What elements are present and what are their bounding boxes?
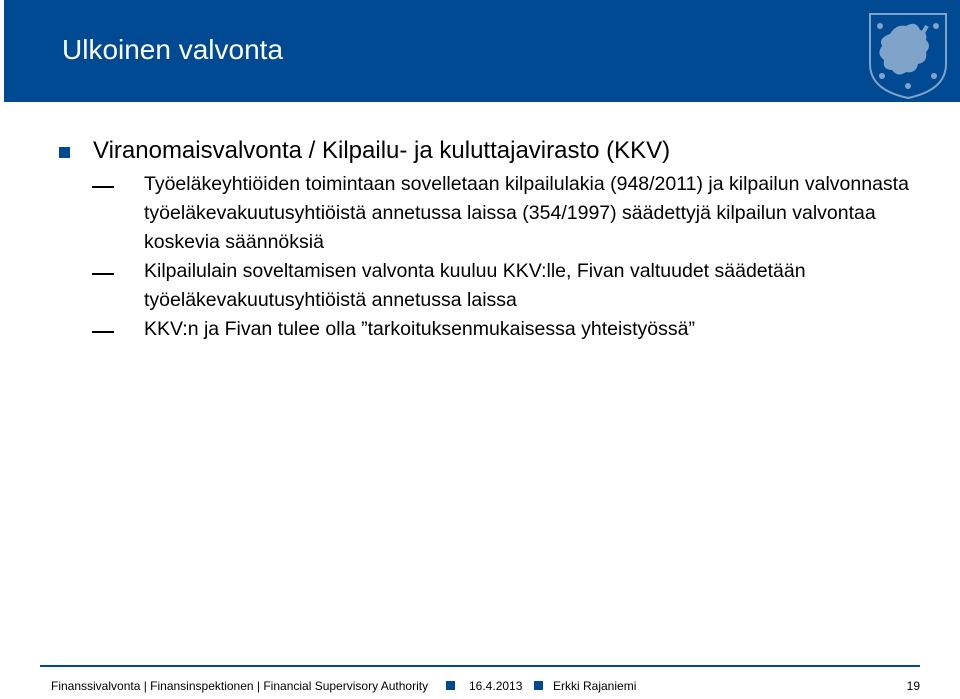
sub-bullet-1: Työeläkeyhtiöiden toimintaan sovelletaan kilpailulakia (948/2011) ja kilpailun valvonnasta työeläkevakuutusyhtiöistä annetussa laissa (354/1997) säädettyjä kilpailun valvontaa koskevia säännöksiä	[144, 173, 909, 253]
square-bullet-icon	[446, 681, 455, 690]
sub-bullet-3: KKV:n ja Fivan tulee olla ”tarkoituksenmukaisessa yhteistyössä”	[144, 318, 695, 340]
square-bullet-icon	[534, 681, 543, 690]
page-number: 19	[906, 679, 920, 693]
footer-divider	[40, 665, 920, 667]
footer-author: Erkki Rajaniemi	[553, 679, 637, 693]
footer	[51, 676, 920, 696]
slide-title: Ulkoinen valvonta	[62, 34, 284, 65]
title-bar	[4, 0, 960, 102]
dash-bullet-icon	[92, 186, 114, 188]
sub-bullet-2: Kilpailulain soveltamisen valvonta kuuluu KKV:lle, Fivan valtuudet säädetään työeläkevakuutusyhtiöistä annetussa laissa	[144, 260, 806, 311]
dash-bullet-icon	[92, 273, 114, 275]
main-bullet: Viranomaisvalvonta / Kilpailu- ja kuluttajavirasto (KKV)	[93, 137, 671, 164]
square-bullet-icon	[59, 147, 70, 158]
dash-bullet-icon	[92, 331, 114, 333]
footer-organization: Finanssivalvonta | Finansinspektionen | Financial Supervisory Authority	[51, 679, 429, 693]
footer-date: 16.4.2013	[469, 679, 523, 693]
finnish-lion-emblem-icon	[860, 4, 956, 100]
